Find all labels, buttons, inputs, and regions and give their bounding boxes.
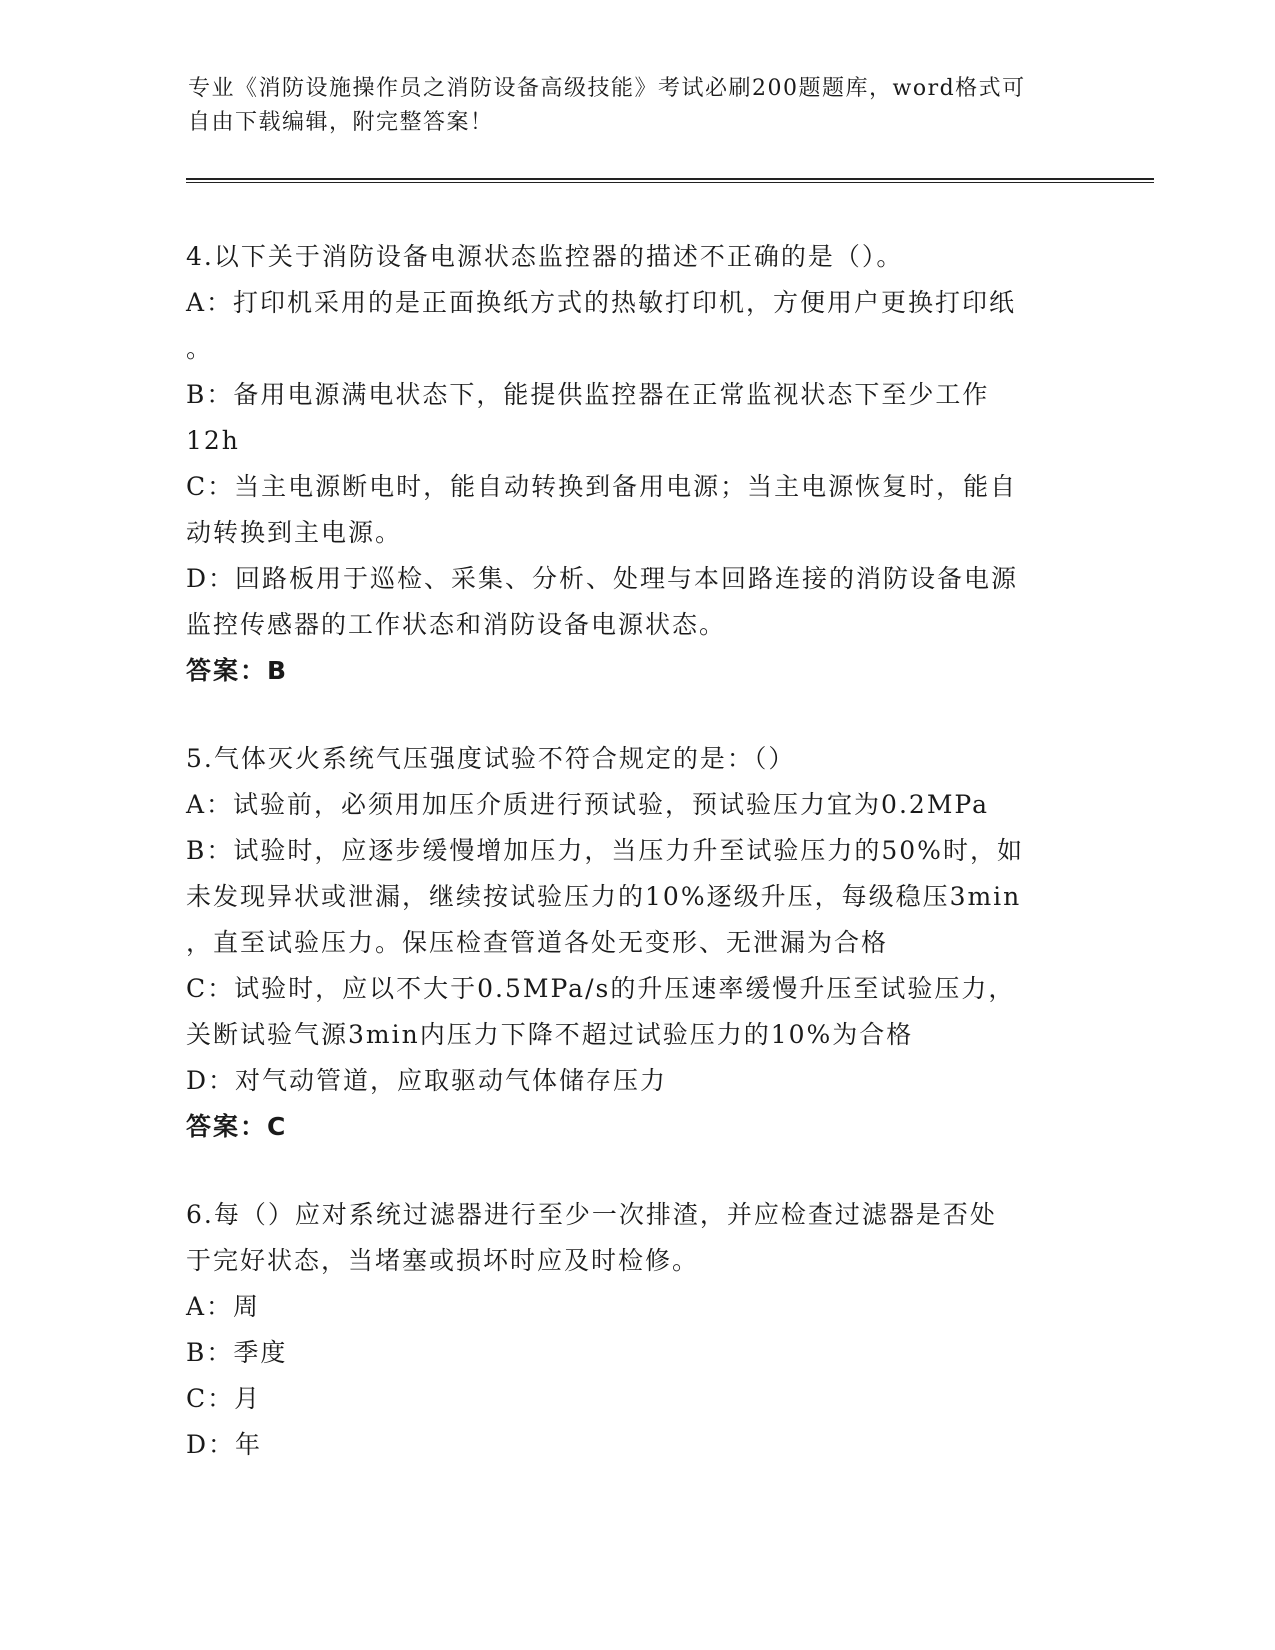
- answer-label: 答案：C: [186, 1112, 288, 1141]
- option-text: B：备用电源满电状态下，能提供监控器在正常监视状态下至少工作: [186, 380, 990, 409]
- option-text: B：季度: [186, 1338, 288, 1367]
- option-c: [186, 1376, 1086, 1422]
- option-d: [186, 1058, 1086, 1104]
- option-text: A：试验前，必须用加压介质进行预试验，预试验压力宜为0.2MPa: [186, 790, 990, 819]
- option-a: [186, 782, 1086, 828]
- option-text: 。: [186, 334, 214, 363]
- question-stem: 6.每（）应对系统过滤器进行至少一次排渣，并应检查过滤器是否处: [186, 1200, 997, 1229]
- question-stem: 4.以下关于消防设备电源状态监控器的描述不正确的是（）。: [186, 242, 904, 271]
- option-text: D：回路板用于巡检、采集、分析、处理与本回路连接的消防设备电源: [186, 564, 1019, 593]
- question-list: [186, 234, 1086, 1510]
- option-text: 监控传感器的工作状态和消防设备电源状态。: [186, 610, 727, 639]
- option-text: C：月: [186, 1384, 262, 1413]
- option-text: 12h: [186, 426, 240, 455]
- page-header: [188, 72, 1068, 140]
- option-d: [186, 556, 1086, 648]
- question-stem: 于完好状态，当堵塞或损坏时应及时检修。: [186, 1246, 700, 1275]
- option-text: C：试验时，应以不大于0.5MPa/s的升压速率缓慢升压至试验压力，: [186, 974, 1016, 1003]
- option-text: 动转换到主电源。: [186, 518, 403, 547]
- option-text: C：当主电源断电时，能自动转换到备用电源；当主电源恢复时，能自: [186, 472, 1018, 501]
- option-c: [186, 464, 1086, 556]
- option-b: [186, 372, 1086, 464]
- option-b: [186, 1330, 1086, 1376]
- option-text: A：打印机采用的是正面换纸方式的热敏打印机，方便用户更换打印纸: [186, 288, 1017, 317]
- option-text: 关断试验气源3min内压力下降不超过试验压力的10%为合格: [186, 1020, 914, 1049]
- question-stem: 5.气体灭火系统气压强度试验不符合规定的是：（）: [186, 744, 796, 773]
- option-a: [186, 280, 1086, 372]
- option-text: B：试验时，应逐步缓慢增加压力，当压力升至试验压力的50%时，如: [186, 836, 1024, 865]
- option-text: D：年: [186, 1430, 263, 1459]
- question-6: [186, 1192, 1086, 1468]
- option-text: 未发现异状或泄漏，继续按试验压力的10%逐级升压，每级稳压3min: [186, 882, 1022, 911]
- option-text: ，直至试验压力。保压检查管道各处无变形、无泄漏为合格: [186, 928, 889, 957]
- question-5: [186, 736, 1086, 1150]
- option-c: [186, 966, 1086, 1058]
- option-text: D：对气动管道，应取驱动气体储存压力: [186, 1066, 668, 1095]
- option-a: [186, 1284, 1086, 1330]
- header-line: 自由下载编辑，附完整答案！: [188, 110, 494, 135]
- option-d: [186, 1422, 1086, 1468]
- option-text: A：周: [186, 1292, 261, 1321]
- option-b: [186, 828, 1086, 966]
- question-4: [186, 234, 1086, 694]
- header-divider: [186, 178, 1154, 183]
- answer-label: 答案：B: [186, 656, 289, 685]
- header-line: 专业《消防设施操作员之消防设备高级技能》考试必刷200题题库，word格式可: [188, 76, 1026, 101]
